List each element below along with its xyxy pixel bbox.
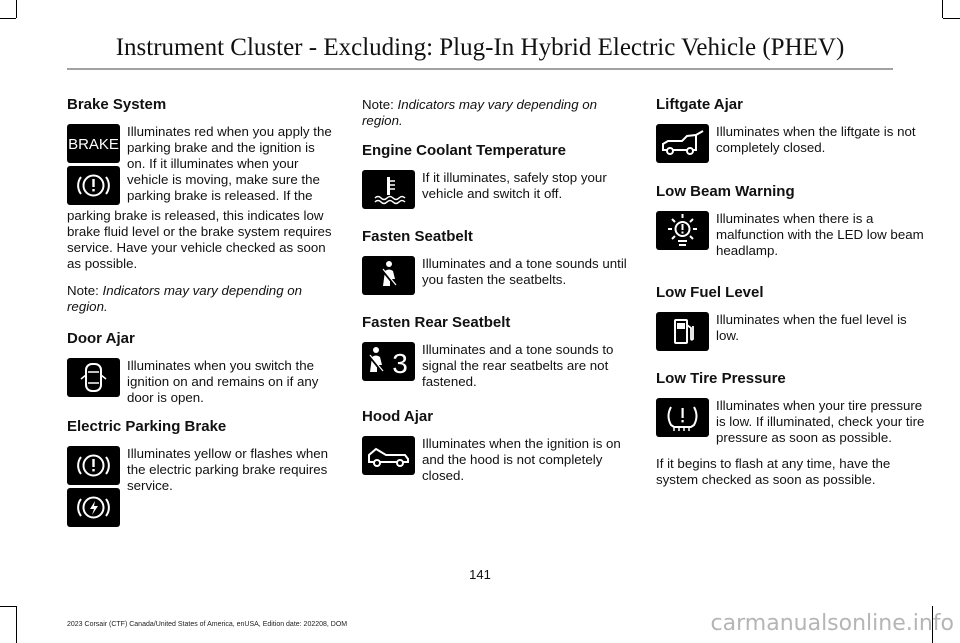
brake-description-cont: parking brake is released, this indicates low brake fluid level or the brake system requires service. Have your vehicle checked as soon as possible. — [67, 208, 332, 271]
tire-pressure-description: Illuminates when your tire pressure is low. If illuminated, check your tire pressure as soon as possible. — [716, 398, 925, 445]
watermark: carmanualsonline.info — [710, 611, 954, 636]
hood-ajar-description: Illuminates when the ignition is on and the hood is not completely closed. — [422, 436, 621, 483]
note — [362, 97, 630, 129]
rear-seat-number: 3 — [392, 348, 408, 379]
section-heading: Brake System — [67, 96, 167, 113]
column-3 — [656, 96, 928, 488]
rear-seatbelt-icon — [362, 342, 415, 381]
crop-mark — [943, 18, 960, 19]
section-heading: Hood Ajar — [362, 408, 434, 425]
crop-mark — [0, 606, 16, 607]
svg-text:BRAKE: BRAKE — [68, 136, 119, 153]
door-ajar-icon — [67, 358, 120, 397]
rear-seatbelt-description: Illuminates and a tone sounds to signal the rear seatbelts are not fastened. — [422, 342, 614, 389]
crop-mark — [0, 18, 16, 19]
epb-service-icon — [67, 488, 120, 527]
header-rule — [0, 68, 960, 72]
note-text: Indicators may vary depending on region. — [67, 283, 303, 314]
section-heading: Low Beam Warning — [656, 183, 795, 200]
fuel-pump-icon — [656, 312, 709, 351]
epb-exclamation-icon — [67, 446, 120, 485]
page-title: Instrument Cluster - Excluding: Plug-In Hybrid Electric Vehicle (PHEV) — [115, 34, 845, 61]
coolant-temperature-icon — [362, 170, 415, 209]
tire-pressure-icon — [656, 398, 709, 437]
low-beam-description: Illuminates when there is a malfunction with the LED low beam headlamp. — [716, 211, 924, 258]
section-heading: Electric Parking Brake — [67, 418, 227, 435]
low-beam-warning-icon — [656, 211, 709, 250]
crop-mark — [16, 0, 17, 18]
liftgate-ajar-icon — [656, 124, 709, 163]
crop-mark — [16, 606, 17, 643]
door-ajar-description: Illuminates when you switch the ignition on and remains on if any door is open. — [127, 358, 319, 405]
crop-mark — [942, 0, 943, 18]
note-label: Note: — [67, 283, 99, 298]
section-heading: Door Ajar — [67, 330, 135, 347]
section-heading: Fasten Rear Seatbelt — [362, 314, 511, 331]
edition-footer: 2023 Corsair (CTF) Canada/United States of America, enUSA, Edition date: 202208, DOM — [67, 621, 348, 628]
section-heading: Liftgate Ajar — [656, 96, 743, 113]
brake-warning-icon — [67, 124, 120, 163]
epb-description: Illuminates yellow or flashes when the electric parking brake requires service. — [127, 446, 329, 493]
section-heading: Engine Coolant Temperature — [362, 142, 566, 159]
hood-ajar-icon — [362, 436, 415, 475]
coolant-description: If it illuminates, safely stop your vehicle and switch it off. — [422, 170, 607, 201]
brake-exclamation-icon — [67, 166, 120, 205]
note-label: Note: — [362, 97, 394, 112]
seatbelt-description: Illuminates and a tone sounds until you fasten the seatbelts. — [422, 256, 627, 287]
seatbelt-icon — [362, 256, 415, 295]
section-heading: Fasten Seatbelt — [362, 228, 473, 245]
section-heading: Low Tire Pressure — [656, 370, 786, 387]
fuel-description: Illuminates when the fuel level is low. — [716, 312, 907, 343]
tire-pressure-description-cont: If it begins to flash at any time, have the system checked as soon as possible. — [656, 456, 891, 487]
section-heading: Low Fuel Level — [656, 284, 764, 301]
liftgate-description: Illuminates when the liftgate is not completely closed. — [716, 124, 916, 155]
column-1 — [67, 96, 335, 526]
note-text: Indicators may vary depending on region. — [362, 97, 598, 128]
column-2 — [362, 97, 630, 486]
brake-description: Illuminates red when you apply the parking brake and the ignition is on. If it illuminates when your vehicle is moving, make sure the parking brake is released. If the — [127, 124, 332, 203]
note — [67, 283, 335, 315]
page-number: 141 — [469, 567, 491, 582]
